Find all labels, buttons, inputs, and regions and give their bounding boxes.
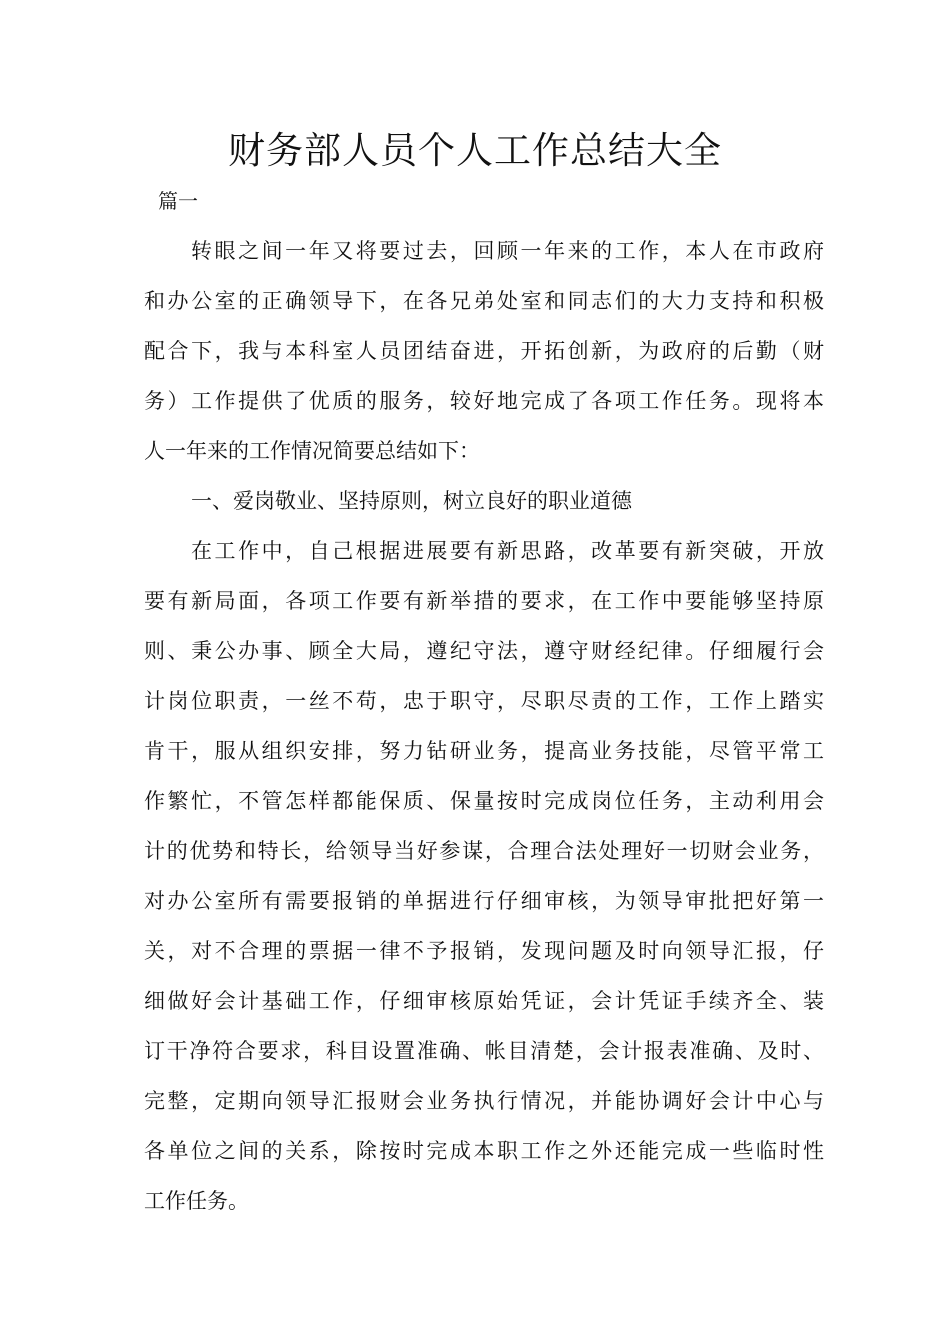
text-line: 关，对不合理的票据一律不予报销，发现问题及时向领导汇报，仔 xyxy=(144,939,824,963)
text-line: 要有新局面，各项工作要有新举措的要求，在工作中要能够坚持原 xyxy=(144,589,824,613)
text-line: 配合下，我与本科室人员团结奋进，开拓创新，为政府的后勤（财 xyxy=(144,339,824,363)
text-line: 工作任务。 xyxy=(144,1189,249,1213)
text-line: 各单位之间的关系，除按时完成本职工作之外还能完成一些临时性 xyxy=(144,1139,824,1163)
section-heading: 一、爱岗敬业、坚持原则，树立良好的职业道德 xyxy=(191,489,632,513)
text-line: 细做好会计基础工作，仔细审核原始凭证，会计凭证手续齐全、装 xyxy=(144,989,824,1013)
text-line: 和办公室的正确领导下，在各兄弟处室和同志们的大力支持和积极 xyxy=(144,289,824,313)
text-line: 计的优势和特长，给领导当好参谋，合理合法处理好一切财会业务， xyxy=(144,839,824,863)
text-line: 订干净符合要求，科目设置准确、帐目清楚，会计报表准确、及时、 xyxy=(144,1039,824,1063)
text-line: 在工作中，自己根据进展要有新思路，改革要有新突破，开放 xyxy=(191,539,824,563)
text-line: 转眼之间一年又将要过去，回顾一年来的工作，本人在市政府 xyxy=(191,239,824,263)
text-line: 务）工作提供了优质的服务，较好地完成了各项工作任务。现将本 xyxy=(144,389,824,413)
text-line: 对办公室所有需要报销的单据进行仔细审核，为领导审批把好第一 xyxy=(144,889,824,913)
text-line: 肯干，服从组织安排，努力钻研业务，提高业务技能，尽管平常工 xyxy=(144,739,824,763)
section-label: 篇一 xyxy=(158,189,198,213)
text-line: 则、秉公办事、顾全大局，遵纪守法，遵守财经纪律。仔细履行会 xyxy=(144,639,824,663)
text-line: 人一年来的工作情况简要总结如下： xyxy=(144,439,480,463)
text-line: 完整，定期向领导汇报财会业务执行情况，并能协调好会计中心与 xyxy=(144,1089,824,1113)
text-line: 作繁忙，不管怎样都能保质、保量按时完成岗位任务，主动利用会 xyxy=(144,789,824,813)
document-title: 财务部人员个人工作总结大全 xyxy=(228,129,722,172)
text-line: 计岗位职责，一丝不苟，忠于职守，尽职尽责的工作，工作上踏实 xyxy=(144,689,824,713)
